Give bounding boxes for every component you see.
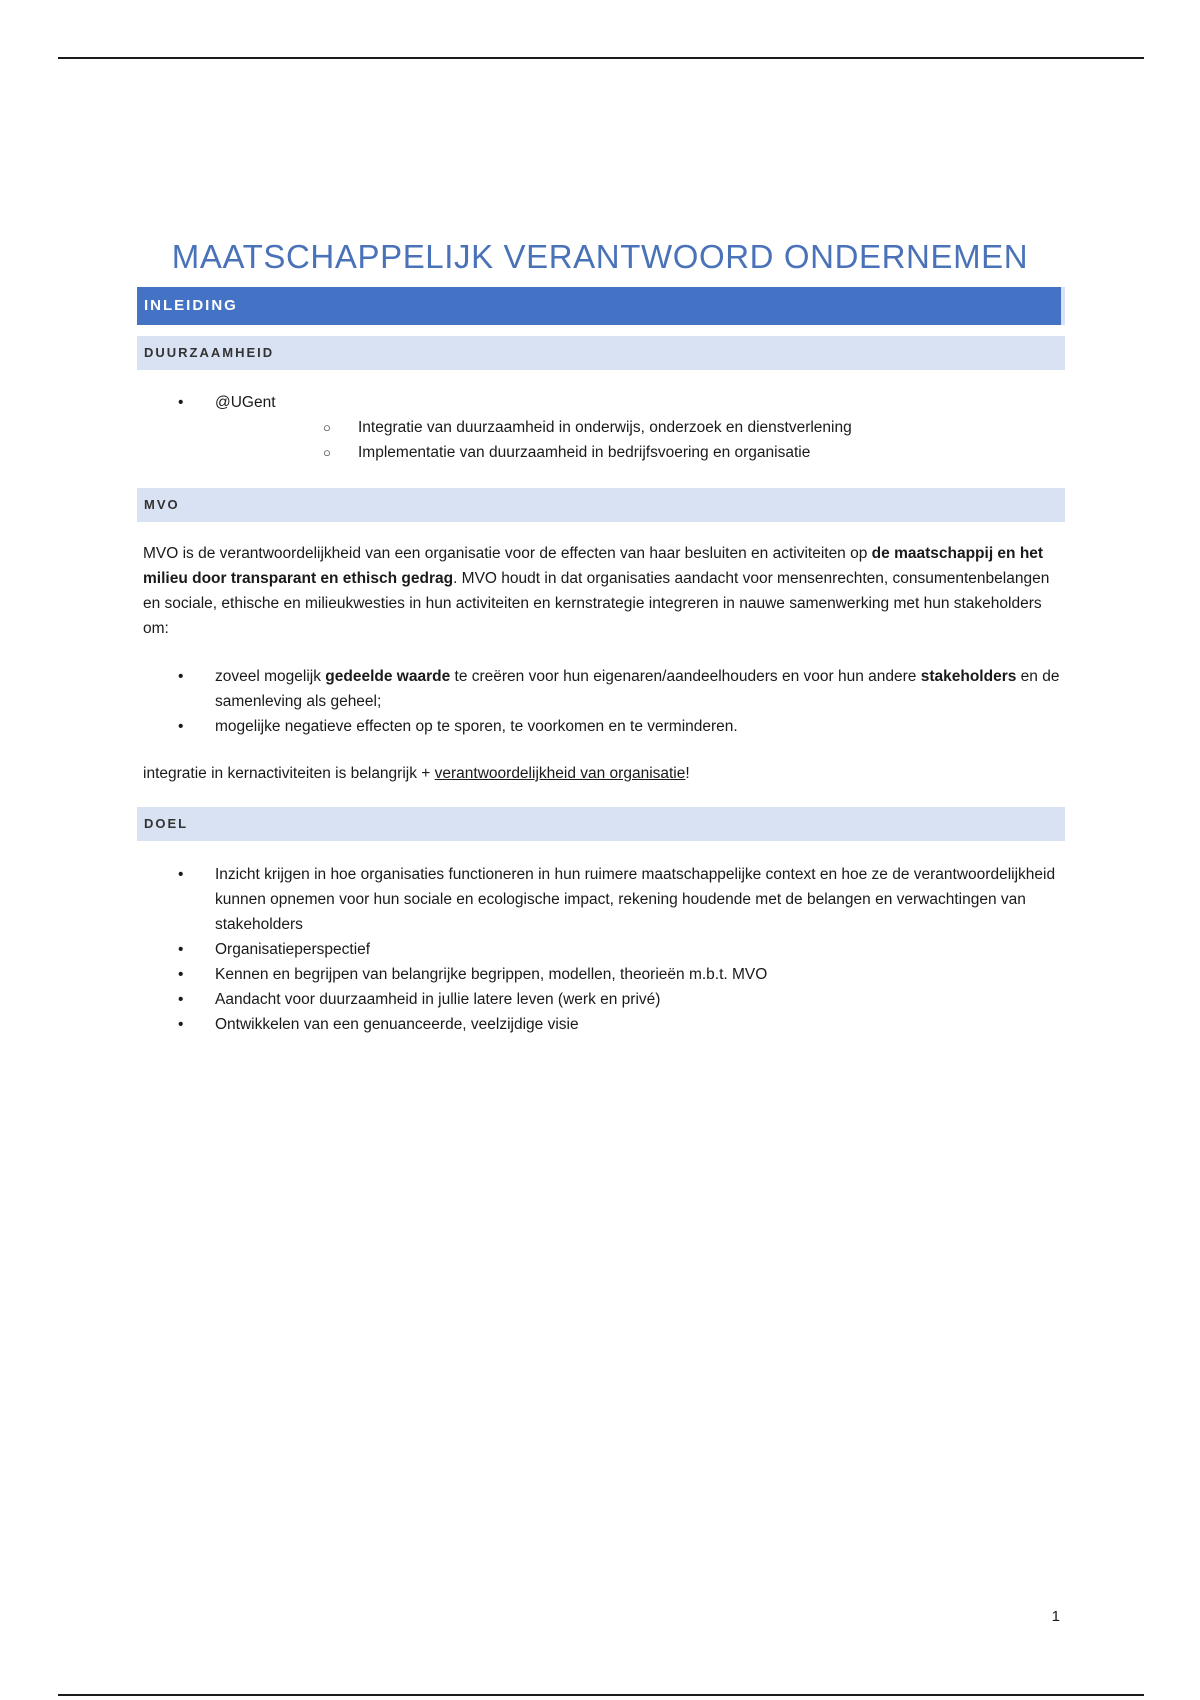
bullet-text: zoveel mogelijk <box>215 668 326 685</box>
bullet-icon: • <box>178 394 184 411</box>
heading-doel: DOEL <box>137 807 1065 841</box>
mvo-closing <box>143 761 1065 786</box>
mvo-list <box>143 664 1065 739</box>
doel-list <box>143 862 1065 1037</box>
duurzaamheid-list <box>143 390 1065 465</box>
circle-bullet-icon: ○ <box>323 445 331 460</box>
bullet-bold-text: gedeelde waarde <box>325 668 451 685</box>
bottom-rule <box>58 1694 1144 1696</box>
list-item <box>143 862 1065 937</box>
heading-inleiding: INLEIDING <box>137 287 1065 325</box>
bullet-icon: • <box>178 1016 184 1033</box>
list-item <box>143 714 1065 739</box>
list-item <box>143 937 1065 962</box>
bullet-text: @UGent <box>215 394 276 411</box>
bullet-text: Ontwikkelen van een genuanceerde, veelzijdige visie <box>215 1016 579 1033</box>
bullet-text: te creëren voor hun eigenaren/aandeelhouders en voor hun andere <box>450 668 921 685</box>
mvo-text: MVO is de verantwoordelijkheid van een organisatie voor de effecten van haar besluiten en activiteiten op <box>143 545 872 562</box>
list-item <box>215 415 1065 440</box>
mvo-bold-text: de maatschappij en het milieu door transparant en ethisch gedrag <box>143 545 1044 587</box>
bullet-icon: • <box>178 991 184 1008</box>
mvo-paragraph <box>143 541 1065 641</box>
list-item <box>143 962 1065 987</box>
mvo-text: . MVO houdt in dat organisaties aandacht voor mensenrechten, consumentenbelangen en sociale, ethische en milieukwesties in hun activiteiten en kernstrategie integreren in nauwe samenwerking met hun stakeholders om: <box>143 570 1050 637</box>
sub-item-text: Integratie van duurzaamheid in onderwijs, onderzoek en dienstverlening <box>358 419 852 436</box>
circle-bullet-icon: ○ <box>323 420 331 435</box>
list-item <box>143 664 1065 714</box>
sub-item-text: Implementatie van duurzaamheid in bedrijfsvoering en organisatie <box>358 444 811 461</box>
bullet-text: Kennen en begrijpen van belangrijke begrippen, modellen, theorieën m.b.t. MVO <box>215 966 768 983</box>
top-rule <box>58 57 1144 59</box>
page-number: 1 <box>1051 1608 1060 1625</box>
bullet-icon: • <box>178 668 184 685</box>
bullet-text: en de samenleving als geheel; <box>215 668 1060 710</box>
bullet-text: mogelijke negatieve effecten op te sporen, te voorkomen en te verminderen. <box>215 718 738 735</box>
closing-text: ! <box>685 765 690 782</box>
bullet-icon: • <box>178 718 184 735</box>
bullet-text: Organisatieperspectief <box>215 941 371 958</box>
bullet-text: Aandacht voor duurzaamheid in jullie latere leven (werk en privé) <box>215 991 661 1008</box>
list-item <box>143 390 1065 465</box>
bullet-bold-text: stakeholders <box>920 668 1017 685</box>
page-title: MAATSCHAPPELIJK VERANTWOORD ONDERNEMEN <box>171 238 1029 276</box>
list-item <box>143 1012 1065 1037</box>
list-item <box>143 987 1065 1012</box>
bullet-icon: • <box>178 966 184 983</box>
bullet-icon: • <box>178 941 184 958</box>
closing-underlined-text: verantwoordelijkheid van organisatie <box>434 765 686 782</box>
list-item <box>215 440 1065 465</box>
heading-duurzaamheid: DUURZAAMHEID <box>137 336 1065 370</box>
closing-text: integratie in kernactiviteiten is belangrijk + <box>143 765 435 782</box>
bullet-icon: • <box>178 866 184 883</box>
heading-mvo: MVO <box>137 488 1065 522</box>
bullet-text: Inzicht krijgen in hoe organisaties functioneren in hun ruimere maatschappelijke context en hoe ze de verantwoordelijkheid kunnen opnemen voor hun sociale en ecologische impact, rekening houdende met de belangen en verwachtingen van stakeholders <box>215 866 1056 933</box>
